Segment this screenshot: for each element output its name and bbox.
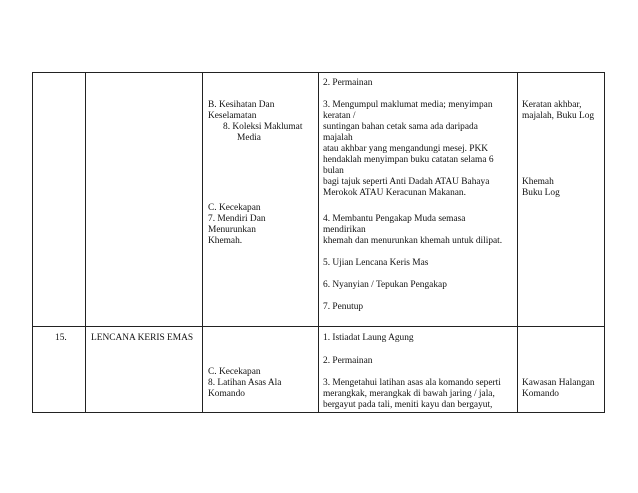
column-divider bbox=[85, 73, 86, 412]
row2-kecekapan: C. Kecekapan bbox=[208, 367, 261, 377]
row1-item3-line: keratan / bbox=[323, 111, 356, 121]
row1-item3-line: atau akhbar yang mengandungi mesej. PKK bbox=[323, 144, 489, 154]
row2-kawasan-line2: Komando bbox=[522, 389, 559, 399]
row1-item3-line: 3. Mengumpul maklumat media; menyimpan bbox=[323, 100, 493, 110]
row1-kesihatan-line2: Keselamatan bbox=[208, 111, 257, 121]
row2-badge-name: LENCANA KERIS EMAS bbox=[91, 333, 194, 343]
row2-item3-line: merangkak, merangkak di bawah jaring / jala, bbox=[323, 389, 495, 399]
row1-kesihatan-line1: B. Kesihatan Dan bbox=[208, 100, 275, 110]
row1-item3-line: hendaklah menyimpan buku catatan selama 6 bbox=[323, 155, 494, 165]
row1-item7: 7. Penutup bbox=[323, 302, 364, 312]
column-divider bbox=[202, 73, 203, 412]
row1-item5: 5. Ujian Lencana Keris Mas bbox=[323, 258, 429, 268]
row1-item3-line: Merokok ATAU Keracunan Makanan. bbox=[323, 188, 466, 198]
row2-latihan-line2: Komando bbox=[208, 389, 245, 399]
row1-mendiri-line1: 7. Mendiri Dan bbox=[208, 214, 266, 224]
row1-item4-line: khemah dan menurunkan khemah untuk dilipat. bbox=[323, 236, 503, 246]
activity-table bbox=[32, 72, 605, 413]
row2-number: 15. bbox=[55, 333, 67, 343]
row1-khemah-line1: Khemah bbox=[522, 177, 554, 187]
row1-keratan-line1: Keratan akhbar, bbox=[522, 100, 582, 110]
row2-item3-line: 3. Mengetahui latihan asas ala komando seperti bbox=[323, 378, 501, 388]
row1-item6: 6. Nyanyian / Tepukan Pengakap bbox=[323, 280, 447, 290]
row1-koleksi-line2: Media bbox=[237, 133, 261, 143]
row1-item4-line: mendirikan bbox=[323, 225, 366, 235]
row1-keratan-line2: majalah, Buku Log bbox=[522, 111, 595, 121]
row1-mendiri-line3: Khemah. bbox=[208, 236, 243, 246]
row2-item2: 2. Permainan bbox=[323, 356, 373, 366]
row1-item3-line: majalah bbox=[323, 133, 353, 143]
row2-kawasan-line1: Kawasan Halangan bbox=[522, 378, 595, 388]
row1-mendiri-line2: Menurunkan bbox=[208, 225, 256, 235]
row1-item3-line: bagi tajuk seperti Anti Dadah ATAU Bahaya bbox=[323, 177, 490, 187]
row2-latihan-line1: 8. Latihan Asas Ala bbox=[208, 378, 282, 388]
row1-khemah-line2: Buku Log bbox=[522, 188, 560, 198]
row1-item3-line: suntingan bahan cetak sama ada daripada bbox=[323, 122, 478, 132]
column-divider bbox=[318, 73, 319, 412]
column-divider bbox=[517, 73, 518, 412]
row2-item1: 1. Istiadat Laung Agung bbox=[323, 333, 414, 343]
row1-kecekapan: C. Kecekapan bbox=[208, 203, 261, 213]
row1-item3-line: bulan bbox=[323, 166, 344, 176]
row1-item2: 2. Permainan bbox=[323, 78, 373, 88]
row2-item3-line: bergayut pada tali, meniti kayu dan bergayut, bbox=[323, 400, 493, 410]
row1-item4-line: 4. Membantu Pengakap Muda semasa bbox=[323, 214, 466, 224]
row1-koleksi-line1: 8. Koleksi Maklumat bbox=[223, 122, 303, 132]
